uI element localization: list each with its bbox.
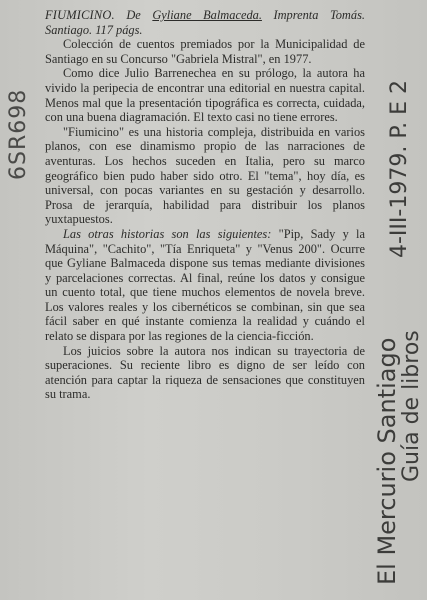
right-margin-handwriting [365, 0, 427, 600]
book-author: Gyliane Balmaceda. [152, 8, 262, 22]
archive-number: 6SR698 [6, 88, 31, 180]
source-note: El Mercurio Santiago [373, 337, 401, 585]
review-header [45, 8, 365, 37]
by-word: De [126, 8, 141, 22]
paragraph-5: Los juicios sobre la autora nos indican su trayectoria de superaciones. Su reciente libro es digno de ser leído con atención para captar la riqueza de sensaciones que constituyen su trama. [45, 343, 365, 402]
date-page-note: 4-III-1979. P. E 2 [387, 79, 412, 258]
paragraph-4 [45, 227, 365, 344]
paragraph-3: "Fiumicino" es una historia compleja, distribuida en varios planos, con ese dinamismo propio de las narraciones de aventuras. Los hechos suceden en Italia, pero su marco geográfico bien pudo haber sido otro. El "tema", hoy día, es universal, con pocas variantes en su gestación y desarrollo. Prosa de jerarquía, habilidad para distribuir los planos yuxtapuestos. [45, 124, 365, 227]
paragraph-1: Colección de cuentos premiados por la Municipalidad de Santiago en su Concurso "Gabriela Mistral", en 1977. [45, 37, 365, 66]
others-body: "Pip, Sady y la Máquina", "Cachito", "Tía Enriqueta" y "Venus 200". Ocurre que Gyliane Balmaceda dispone sus temas mediante divisiones y parcelaciones correctas. Al final, reúne los datos y consigue un cuento total, que tiene muchos elementos de novela breve. Los valores reales y los cibernéticos se combinan, sin que sea fácil saber en qué instante comienza la realidad y cuándo el relato se dispara por las regiones de la ciencia-ficción. [45, 226, 365, 344]
book-review [45, 8, 365, 402]
book-title: FIUMICINO. [45, 8, 115, 22]
publisher-info: Imprenta Tomás. Santiago. 117 págs. [45, 8, 365, 37]
paragraph-2: Como dice Julio Barrenechea en su prólogo, la autora ha vivido la peripecia de encontrar una editorial en nuestra capital. Menos mal que la presentación tipográfica es correcta, cuidada, con una buena diagramación. El texto casi no tiene errores. [45, 66, 365, 125]
section-note: Guía de libros [399, 330, 424, 482]
others-lead: Las otras historias son las siguientes: [63, 226, 272, 241]
left-margin-handwriting [4, 70, 44, 180]
